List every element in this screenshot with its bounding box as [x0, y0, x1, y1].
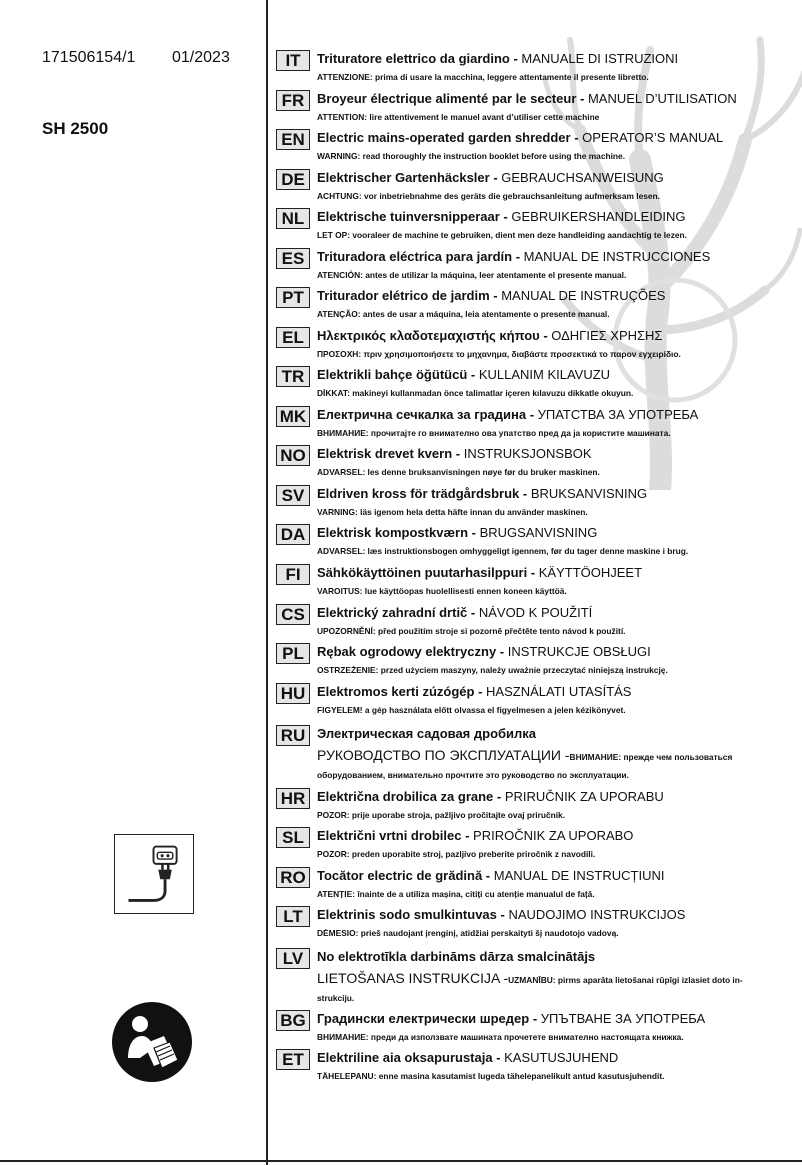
- document-date: 01/2023: [172, 49, 230, 66]
- warning-text: LET OP: vooraleer de machine te gebruiken, dient men deze handleiding aandachtig te lezen.: [317, 230, 687, 240]
- manual-title: KASUTUSJUHEND: [504, 1050, 619, 1065]
- language-title-line: [317, 445, 592, 462]
- language-code-badge: NL: [276, 208, 310, 229]
- product-title: Elektrisk drevet kvern -: [317, 446, 464, 461]
- language-code-badge: LV: [276, 948, 310, 969]
- manual-title: УПЪТВАНЕ ЗА УПОТРЕБА: [540, 1011, 706, 1026]
- bottom-divider: [0, 1160, 802, 1162]
- manual-title: ΟΔΗΓΙΕΣ ΧΡΗΣΗΣ: [551, 328, 663, 343]
- product-title: No elektrotīkla darbināms dārza smalcinātājs: [317, 949, 596, 964]
- manual-title: MANUAL DE INSTRUCCIONES: [523, 249, 711, 264]
- language-title-line: [317, 564, 642, 581]
- warning-text: ADVARSEL: les denne bruksanvisningen nøye før du bruker maskinen.: [317, 467, 600, 477]
- language-code-badge: HR: [276, 788, 310, 809]
- manual-title: INSTRUKSJONSBOK: [463, 446, 592, 461]
- manual-title: BRUGSANVISNING: [479, 525, 598, 540]
- warning-text: WARNING: read thoroughly the instruction booklet before using the machine.: [317, 151, 626, 161]
- product-title: Elektriline aia oksapurustaja -: [317, 1050, 505, 1065]
- language-code-badge: PL: [276, 643, 310, 664]
- language-title-line: [317, 867, 664, 884]
- product-title: Električni vrtni drobilec -: [317, 828, 474, 843]
- warning-text: ACHTUNG: vor inbetriebnahme des geräts die gebrauchsanleitung aufmerksam lesen.: [317, 191, 660, 201]
- manual-title: KÄYTTÖOHJEET: [538, 565, 643, 580]
- language-title-line: [317, 725, 536, 742]
- language-title-line: [317, 485, 647, 502]
- product-title: Trituradora eléctrica para jardín -: [317, 249, 524, 264]
- language-title-line: [317, 1010, 705, 1027]
- warning-text: DİKKAT: makineyi kullanmadan önce talimatlar içeren kılavuzu dikkatle okuyun.: [317, 388, 634, 398]
- warning-text: ВНИМАНИЕ: прочитајте го внимателно ова упатство пред да ја користите машината.: [317, 428, 671, 438]
- product-title: Električna drobilica za grane -: [317, 789, 505, 804]
- warning-text: strukciju.: [317, 993, 355, 1003]
- warning-text: ΠΡΟΣΟΧΗ: πριν χρησιμοποιήσετε το μηχανημα, διαβάστε προσεκτικά το παρον εγχειρίδιο.: [317, 349, 681, 359]
- warning-text: ВНИМАНИЕ: преди да използвате машината прочетете внимателно настоящата книжка.: [317, 1032, 684, 1042]
- language-code-badge: FR: [276, 90, 310, 111]
- product-title: Elektromos kerti zúzógép -: [317, 684, 487, 699]
- language-code-badge: IT: [276, 50, 310, 71]
- language-code-badge: EN: [276, 129, 310, 150]
- manual-title: MANUALE DI ISTRUZIONI: [521, 51, 679, 66]
- manual-title: PRIRUČNIK ZA UPORABU: [504, 789, 664, 804]
- language-title-line: [317, 788, 664, 805]
- language-code-badge: EL: [276, 327, 310, 348]
- warning-text: ATTENZIONE: prima di usare la macchina, leggere attentamente il presente libretto.: [317, 72, 649, 82]
- warning-text: TÄHELEPANU: enne masina kasutamist lugeda tähelepanelikult antud kasutusjuhendit.: [317, 1071, 665, 1081]
- manual-title-line: [317, 970, 743, 989]
- language-code-badge: MK: [276, 406, 310, 427]
- warning-text: ATENÇÃO: antes de usar a máquina, leia atentamente o presente manual.: [317, 309, 610, 319]
- read-manual-icon: [110, 1000, 194, 1084]
- manual-title: INSTRUKCJE OBSŁUGI: [507, 644, 651, 659]
- language-code-badge: RO: [276, 867, 310, 888]
- product-title: Sähkökäyttöinen puutarhasilppuri -: [317, 565, 539, 580]
- warning-text: POZOR: preden uporabite stroj, pazljivo preberite priročnik z navodili.: [317, 849, 596, 859]
- warning-text: VAROITUS: lue käyttöopas huolellisesti ennen koneen käyttöä.: [317, 586, 567, 596]
- language-code-badge: DA: [276, 524, 310, 545]
- manual-title: MANUEL D’UTILISATION: [587, 91, 737, 106]
- warning-text: FIGYELEM! a gép használata előtt olvassa el figyelmesen a jelen kézikönyvet.: [317, 705, 626, 715]
- manual-title: BRUKSANVISNING: [530, 486, 648, 501]
- language-title-line: [317, 906, 685, 923]
- manual-title: GEBRAUCHSANWEISUNG: [501, 170, 664, 185]
- language-code-badge: SL: [276, 827, 310, 848]
- warning-text: OSTRZEŻENIE: przed użyciem maszyny, należy uważnie przeczytać niniejszą instrukcję.: [317, 665, 668, 675]
- warning-text-start: UZMANĪBU: pirms aparāta lietošanai rūpīgi izlasiet doto in-: [508, 975, 743, 985]
- product-title: Elektrischer Gartenhäcksler -: [317, 170, 502, 185]
- power-plug-icon: [114, 834, 194, 914]
- manual-title-line: [317, 747, 732, 766]
- warning-text: VARNING: läs igenom hela detta häfte innan du använder maskinen.: [317, 507, 588, 517]
- language-code-badge: SV: [276, 485, 310, 506]
- language-code-badge: FI: [276, 564, 310, 585]
- language-title-line: [317, 169, 664, 186]
- language-title-line: [317, 287, 665, 304]
- manual-title: MANUAL DE INSTRUÇÕES: [501, 288, 666, 303]
- language-code-badge: TR: [276, 366, 310, 387]
- product-title: Elektrikli bahçe öğütücü -: [317, 367, 479, 382]
- language-code-badge: CS: [276, 604, 310, 625]
- warning-text: UPOZORNĚNÍ: před použitím stroje si pozorně přečtěte tento návod k použití.: [317, 626, 626, 636]
- language-title-line: [317, 827, 633, 844]
- language-title-line: [317, 604, 592, 621]
- warning-text-start: ВНИМАНИЕ: прежде чем пользоваться: [569, 752, 733, 762]
- manual-title: LIETOŠANAS INSTRUKCIJA -: [317, 970, 509, 986]
- language-title-line: [317, 643, 651, 660]
- manual-title: GEBRUIKERSHANDLEIDING: [511, 209, 686, 224]
- product-title: Broyeur électrique alimenté par le secteur -: [317, 91, 588, 106]
- language-title-line: [317, 683, 631, 700]
- language-code-badge: BG: [276, 1010, 310, 1031]
- document-code: 171506154/1: [42, 49, 136, 66]
- product-title: Electric mains-operated garden shredder -: [317, 130, 583, 145]
- manual-title: HASZNÁLATI UTASÍTÁS: [486, 684, 632, 699]
- language-title-line: [317, 524, 597, 541]
- product-title: Градински електрически шредер -: [317, 1011, 541, 1026]
- language-title-line: [317, 129, 723, 146]
- manual-title: MANUAL DE INSTRUCȚIUNI: [493, 868, 665, 883]
- manual-title: NÁVOD K POUŽITÍ: [478, 605, 593, 620]
- language-title-line: [317, 948, 595, 965]
- warning-text: POZOR: prije uporabe stroja, pažljivo pročitajte ovaj priručnik.: [317, 810, 566, 820]
- warning-text: ATENȚIE: înainte de a utiliza mașina, citiți cu atenție manualul de față.: [317, 889, 595, 899]
- product-title: Triturador elétrico de jardim -: [317, 288, 502, 303]
- language-title-line: [317, 50, 678, 67]
- product-title: Elektrinis sodo smulkintuvas -: [317, 907, 509, 922]
- language-code-badge: ES: [276, 248, 310, 269]
- language-title-line: [317, 90, 737, 107]
- warning-text: ADVARSEL: læs instruktionsbogen omhyggeligt igennem, før du tager denne maskine i brug.: [317, 546, 689, 556]
- product-title: Elektrische tuinversnipperaar -: [317, 209, 512, 224]
- language-title-line: [317, 208, 685, 225]
- language-code-badge: PT: [276, 287, 310, 308]
- manual-title: KULLANIM KILAVUZU: [478, 367, 611, 382]
- warning-text: оборудованием, внимательно прочтите это руководство по эксплуатации.: [317, 770, 629, 780]
- language-title-line: [317, 366, 610, 383]
- language-code-badge: DE: [276, 169, 310, 190]
- language-code-badge: RU: [276, 725, 310, 746]
- product-title: Eldriven kross för trädgårdsbruk -: [317, 486, 531, 501]
- language-title-line: [317, 327, 662, 344]
- product-title: Rębak ogrodowy elektryczny -: [317, 644, 508, 659]
- warning-text: ATENCIÓN: antes de utilizar la máquina, leer atentamente el presente manual.: [317, 270, 627, 280]
- warning-text: DĖMESIO: prieš naudojant įrenginį, atidžiai perskaityti šį naudotojo vadovą.: [317, 928, 619, 938]
- language-code-badge: ET: [276, 1049, 310, 1070]
- product-title: Ηλεκτρικός κλαδοτεμαχιστής κήπου -: [317, 328, 552, 343]
- language-code-badge: LT: [276, 906, 310, 927]
- language-title-line: [317, 406, 698, 423]
- product-title: Tocător electric de grădină -: [317, 868, 494, 883]
- warning-text: ATTENTION: lire attentivement le manuel avant d’utiliser cette machine: [317, 112, 600, 122]
- language-title-line: [317, 248, 710, 265]
- product-title: Elektrisk kompostkværn -: [317, 525, 480, 540]
- language-title-line: [317, 1049, 618, 1066]
- manual-title: NAUDOJIMO INSTRUKCIJOS: [508, 907, 686, 922]
- product-title: Trituratore elettrico da giardino -: [317, 51, 522, 66]
- manual-title: PRIROČNIK ZA UPORABO: [473, 828, 634, 843]
- product-title: Elektrický zahradní drtič -: [317, 605, 479, 620]
- language-code-badge: NO: [276, 445, 310, 466]
- product-title: Электрическая садовая дробилка: [317, 726, 537, 741]
- vertical-divider: [266, 0, 268, 1165]
- language-code-badge: HU: [276, 683, 310, 704]
- model-name: SH 2500: [42, 119, 109, 138]
- manual-title: РУКОВОДСТВО ПО ЭКСПЛУАТАЦИИ -: [317, 747, 570, 763]
- product-title: Електрична сечкалка за градина -: [317, 407, 538, 422]
- manual-title: УПАТСТВА ЗА УПОТРЕБА: [537, 407, 699, 422]
- manual-title: OPERATOR’S MANUAL: [582, 130, 724, 145]
